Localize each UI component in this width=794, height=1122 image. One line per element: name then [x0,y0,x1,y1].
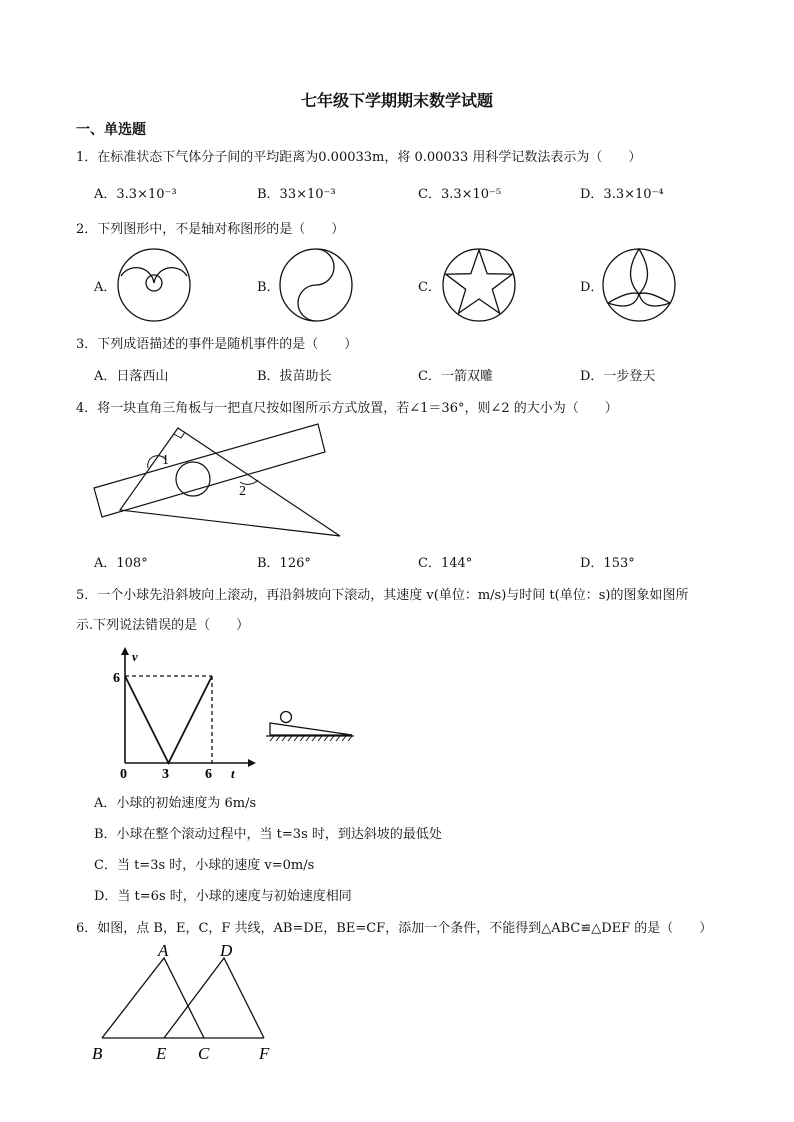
question-1-option-c[interactable]: C．3.3×10⁻⁵ [418,187,502,202]
figure-2d-petal-circle[interactable] [600,246,678,324]
figure-6-label-f: F [259,1044,270,1063]
x-axis-arrow [248,759,256,767]
question-4-option-c[interactable]: C．144° [418,556,473,571]
figure-6-label-e: E [156,1044,167,1063]
question-5-text-line1: 5．一个小球先沿斜坡向上滚动，再沿斜坡向下滚动，其速度 v(单位：m/s)与时间 t(单位：s)的图象如图所 [76,588,689,603]
x-tick-label-6: 6 [205,767,212,782]
question-5-text-line2: 示.下列说法错误的是（ ） [76,618,250,633]
y-axis-label: v [132,649,138,664]
figure-2c-star-circle[interactable] [440,246,518,324]
question-6-text: 6．如图，点 B，E，C，F 共线，AB=DE，BE=CF，添加一个条件，不能得到△ABC≌△DEF 的是（ ） [76,921,713,936]
question-3-text: 3．下列成语描述的事件是随机事件的是（ ） [76,337,358,352]
question-2-option-a[interactable]: A． [94,280,117,295]
x-axis-label: t [231,766,235,781]
question-1-option-b[interactable]: B．33×10⁻³ [257,187,336,202]
figure-4-angle-2-label: 2 [239,484,246,499]
section-heading: 一、单选题 [76,122,146,138]
question-1-text: 1．在标准状态下气体分子间的平均距离为0.00033m，将 0.00033 用科学记数法表示为（ ） [76,150,642,165]
question-2-text: 2．下列图形中，不是轴对称图形的是（ ） [76,222,345,237]
question-1-option-d[interactable]: D．3.3×10⁻⁴ [580,187,664,202]
question-5-option-c[interactable]: C．当 t=3s 时，小球的速度 v=0m/s [94,858,315,873]
figure-6-label-d: D [220,941,233,960]
figure-6-label-c: C [198,1044,210,1063]
figure-2b-s-curve-circle[interactable] [277,246,355,324]
question-4-option-a[interactable]: A．108° [94,556,148,571]
figure-5-slope-ball [262,705,358,745]
question-3-option-c[interactable]: C．一箭双雕 [418,369,493,384]
x-tick-label-3: 3 [162,767,169,782]
question-2-option-c[interactable]: C． [418,280,441,295]
question-5-option-b[interactable]: B．小球在整个滚动过程中，当 t=3s 时，到达斜坡的最低处 [94,827,442,842]
figure-6-triangles [88,938,288,1068]
question-4-text: 4．将一块直角三角板与一把直尺按如图所示方式放置，若∠1＝36°，则∠2 的大小为（ ） [76,401,618,416]
question-5-option-d[interactable]: D．当 t=6s 时，小球的速度与初始速度相同 [94,889,352,904]
question-3-option-d[interactable]: D．一步登天 [580,369,656,384]
x-tick-label-0: 0 [120,767,127,782]
y-axis-arrow [121,647,129,655]
question-5-option-a[interactable]: A．小球的初始速度为 6m/s [94,796,257,811]
question-3-option-a[interactable]: A．日落西山 [94,369,169,384]
figure-4-triangle-ruler [90,420,350,540]
question-2-option-b[interactable]: B． [257,280,280,295]
y-tick-label-6: 6 [113,671,120,686]
page-title: 七年级下学期期末数学试题 [300,91,493,110]
question-4-option-d[interactable]: D．153° [580,556,635,571]
figure-6-label-a: A [158,941,169,960]
question-1-option-a[interactable]: A．3.3×10⁻³ [94,187,177,202]
question-4-option-b[interactable]: B．126° [257,556,311,571]
figure-2a-circle-arcs[interactable] [115,246,193,324]
figure-5-velocity-time-graph [108,645,258,780]
figure-6-label-b: B [92,1044,103,1063]
figure-4-angle-1-label: 1 [162,453,169,468]
question-3-option-b[interactable]: B．拔苗助长 [257,369,332,384]
question-2-option-d[interactable]: D． [580,280,604,295]
velocity-series-line [125,676,212,763]
